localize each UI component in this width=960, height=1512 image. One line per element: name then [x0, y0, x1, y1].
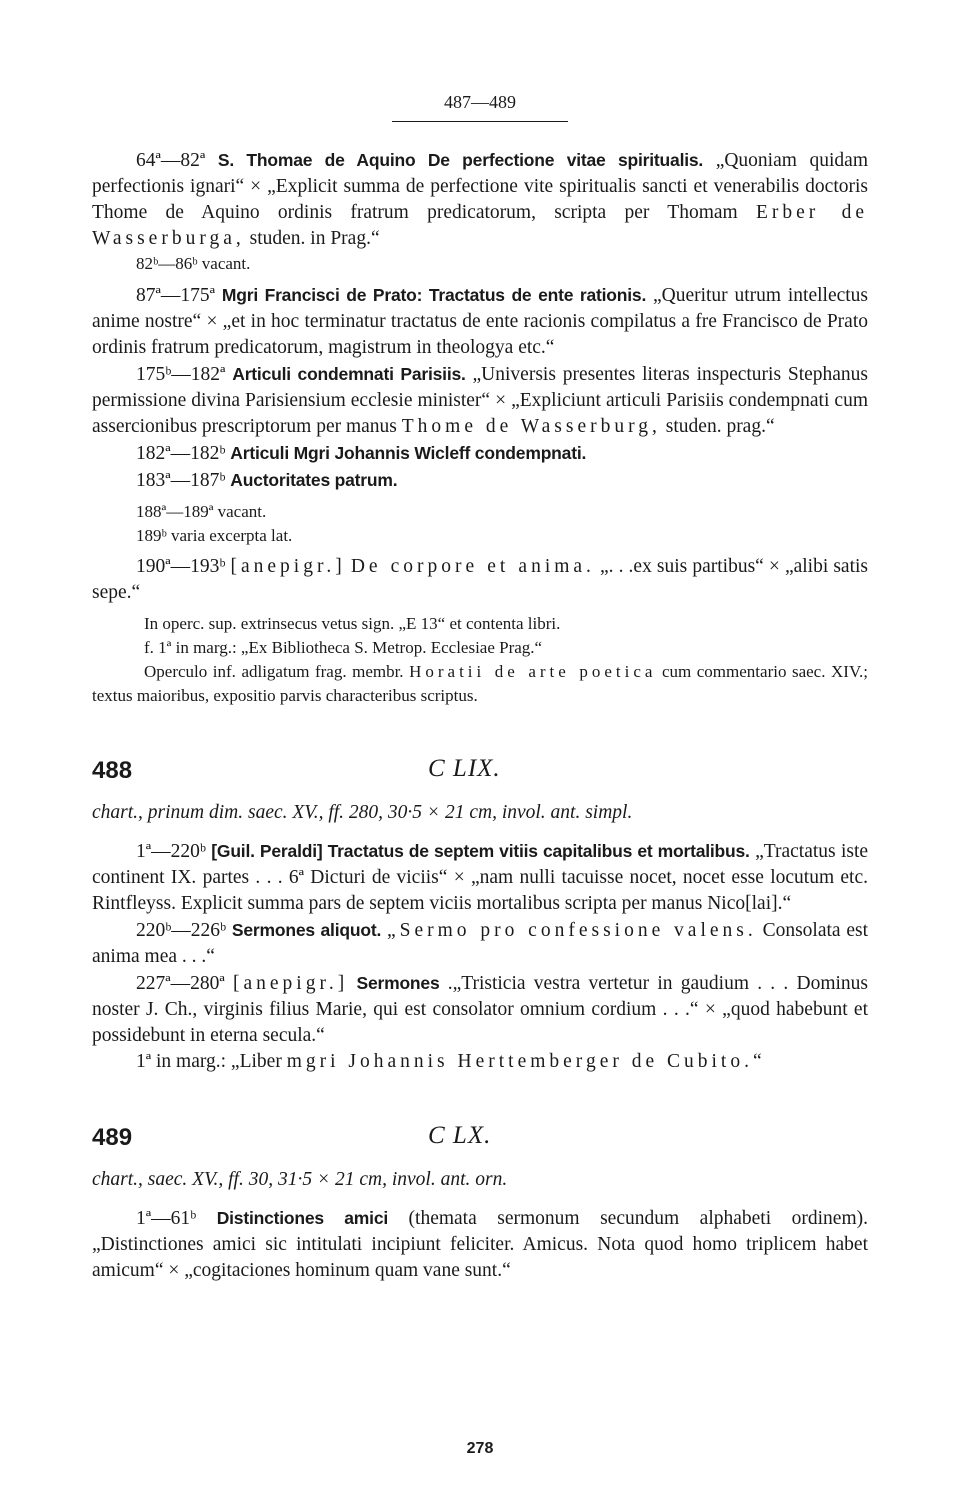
entry-title: Articuli condemnati Parisiis.: [232, 364, 466, 384]
section-number: 489: [92, 1124, 133, 1151]
entry-title: Auctoritates patrum.: [230, 470, 398, 490]
entry-title: Distinctiones amici: [216, 1208, 389, 1228]
section-489-description: chart., saec. XV., ff. 30, 31·5 × 21 cm, invol. ant. orn.: [92, 1169, 508, 1190]
entry-text: „Queritur utrum intellectus anime nostre“ × „et in hoc terminatur tractatus de ente racionis compilatus a fre Francisco de Prato ordinis fratrum predicatorum, magistrum in theologya etc.“: [92, 285, 869, 358]
entry-489-1: [92, 1205, 868, 1284]
section-489-heading: [92, 1121, 868, 1161]
note-488-1: [92, 1049, 868, 1075]
scribe-name: Erber de Wasserburga,: [92, 202, 868, 249]
entry-text: studen. in Prag.“: [249, 228, 380, 249]
section-number: 488: [92, 757, 133, 784]
entry-text: .„Tristicia vestra vertetur in gaudium . . . Dominus noster J. Ch., virginis filius Marie, qui est consolator omnium cordium . . .“ × „quod habebunt et possidebunt in eterna secula.“: [92, 973, 868, 1046]
entry-487-4: [92, 361, 868, 440]
entry-488-1: [92, 838, 868, 917]
running-head: 487—489: [444, 92, 516, 112]
note-text: Operculo inf. adligatum frag. membr.: [144, 662, 404, 681]
anepigr-mark: [anepigr.]: [232, 973, 349, 994]
entry-title: Articuli Mgri Johannis Wicleff condempnati.: [230, 443, 587, 463]
note-title-spaced: mgri Johannis Herttemberger de Cubito.“: [286, 1051, 766, 1072]
entry-text: „. . .ex suis partibus“ × „alibi satis sepe.“: [92, 556, 868, 603]
entry-text: Consolata est anima mea . . .“: [92, 920, 869, 967]
section-488-description: chart., prinum dim. saec. XV., ff. 280, 30·5 × 21 cm, invol. ant. simpl.: [92, 802, 633, 823]
entry-487-1: [92, 147, 868, 252]
entry-487-2: 82ᵇ—86ᵇ vacant.: [136, 254, 251, 273]
entry-title: Sermones: [356, 973, 440, 993]
note-487-2: f. 1ª in marg.: „Ex Bibliotheca S. Metrop. Ecclesiae Prag.“: [144, 638, 543, 657]
anepigr-mark: [anepigr.]: [230, 556, 346, 577]
shelfmark: C LX.: [428, 1122, 492, 1149]
entry-text: „Tractatus iste continent IX. partes . . . 6ª Dicturi de viciis“ × „nam nulli tacuisse nocet, nocet esse locutum etc. Rintfleyss. Explicit summa pars de septem viciis mortalibus scripta per manus Nico[lai].“: [92, 841, 869, 914]
entry-title-spaced: De corpore et anima.: [350, 556, 595, 577]
note-title-spaced: Horatii de arte poetica: [409, 662, 657, 681]
folio-range: 87ª—175ª: [136, 285, 216, 306]
folio-range: 182ª—182ᵇ: [136, 443, 226, 464]
entry-487-8: 189ᵇ varia excerpta lat.: [136, 526, 293, 545]
entry-text: „Universis presentes literas inspecturis Stephanus permissione divina Parisiensium ecclesie minister“ × „Expliciunt articuli Parisiis condempnati cum assercionibus prescriptorum per manus: [92, 364, 869, 437]
entry-text: (themata sermonum secundum alphabeti ordinem). „Distinctiones amici sic intitulati incipiunt feliciter. Amicus. Nota quod homo triplicem habet amicum“ × „cogitaciones hominum quam vane sunt.“: [92, 1208, 868, 1281]
scribe-name: Thome de Wasserburg,: [401, 416, 661, 437]
folio-range: 190ª—193ᵇ: [136, 556, 226, 577]
folio-range: 64ª—82ª: [136, 150, 206, 171]
page-number: 278: [466, 1440, 494, 1457]
shelfmark: C LIX.: [428, 755, 501, 782]
page-body: [92, 147, 868, 1284]
folio-range: 220ᵇ—226ᵇ: [136, 920, 227, 941]
entry-text: studen. prag.“: [665, 416, 775, 437]
note-487-1: In operc. sup. extrinsecus vetus sign. „E 13“ et contenta libri.: [144, 614, 561, 633]
folio-range: 227ª—280ª: [136, 973, 225, 994]
folio-range: 183ª—187ᵇ: [136, 470, 226, 491]
section-488-heading: [92, 754, 868, 794]
entry-487-9: [92, 554, 868, 606]
entry-title: [Guil. Peraldi] Tractatus de septem vitiis capitalibus et mortalibus.: [211, 841, 750, 861]
entry-title: Sermones aliquot.: [231, 920, 382, 940]
note-487-3: [92, 660, 868, 708]
entry-487-5: [92, 440, 868, 467]
entry-text: „Quoniam quidam perfectionis ignari“ × „Explicit summa de perfectione vite spiritualis sancti et venerabilis doctoris Thome de Aquino ordinis fratrum predicatorum, scripta per Thomam: [92, 150, 868, 223]
folio-range: 175ᵇ—182ª: [136, 364, 226, 385]
note-text: 1ª in marg.: „Liber: [136, 1051, 282, 1072]
entry-487-7: 188ª—189ª vacant.: [136, 502, 267, 521]
entry-title: S. Thomae de Aquino De perfectione vitae spiritualis.: [217, 150, 704, 170]
entry-488-3: [92, 970, 868, 1049]
entry-487-6: [92, 467, 868, 494]
entry-487-3: [92, 282, 868, 361]
entry-title: Mgri Francisci de Prato: Tractatus de ente rationis.: [221, 285, 647, 305]
header-rule: [392, 121, 568, 122]
folio-range: 1ª—220ᵇ: [136, 841, 206, 862]
folio-range: 1ª—61ᵇ: [136, 1208, 197, 1229]
note-text: cum commentario saec. XIV.; textus maioribus, expositio parvis characteribus scriptus.: [92, 662, 869, 705]
entry-488-2: [92, 917, 868, 970]
entry-title-spaced: „Sermo pro confessione valens.: [386, 920, 757, 941]
